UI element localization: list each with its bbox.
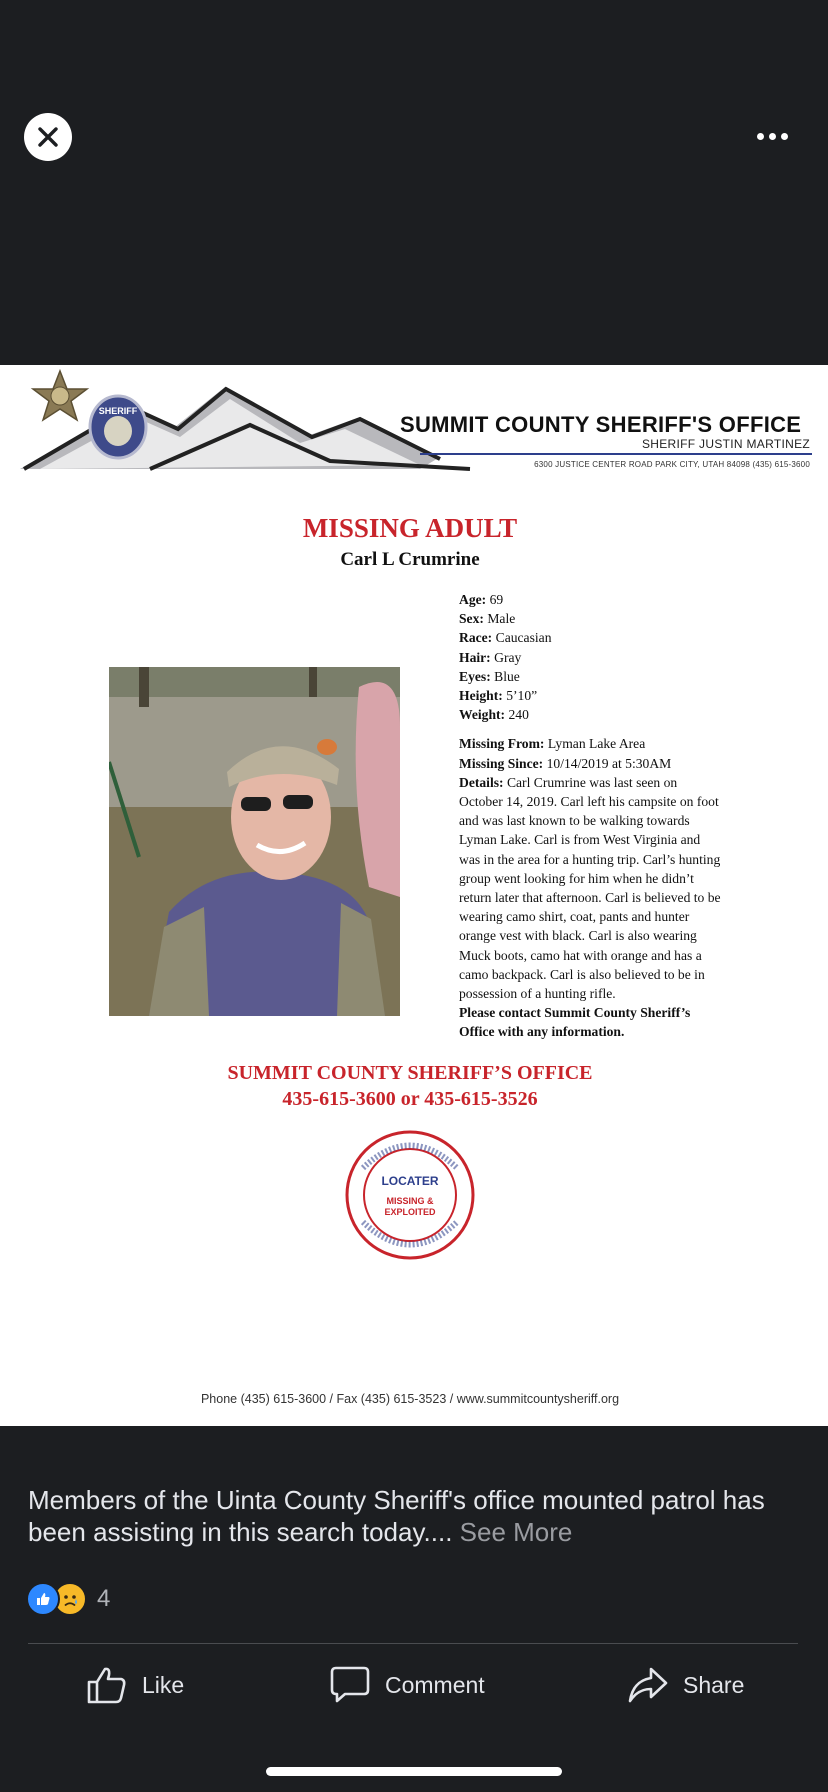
more-options-icon xyxy=(769,133,776,140)
header-org: SUMMIT COUNTY SHERIFF'S OFFICE xyxy=(400,412,802,437)
comment-button[interactable] xyxy=(329,1662,485,1708)
more-options-icon xyxy=(757,133,764,140)
svg-text:EXPLOITED: EXPLOITED xyxy=(384,1207,436,1217)
header-divider xyxy=(420,453,812,455)
like-icon xyxy=(86,1665,128,1705)
more-options-button[interactable] xyxy=(752,120,792,152)
office-name: SUMMIT COUNTY SHERIFF’S OFFICE xyxy=(227,1062,593,1084)
close-icon xyxy=(37,126,59,148)
office-phones: 435-615-3600 or 435-615-3526 xyxy=(282,1088,538,1110)
action-divider xyxy=(28,1643,798,1644)
stat-row: Height: 5’10” xyxy=(459,688,538,704)
comment-icon xyxy=(329,1665,371,1705)
home-indicator[interactable] xyxy=(266,1767,562,1776)
svg-text:LOCATER: LOCATER xyxy=(381,1174,439,1188)
stat-row: Race: Caucasian xyxy=(459,630,552,646)
badge-text: SHERIFF xyxy=(98,406,138,416)
close-button[interactable] xyxy=(24,113,72,161)
poster-title: MISSING ADULT xyxy=(302,513,518,543)
stat-row: Weight: 240 xyxy=(459,707,529,723)
missing-from: Missing From: Lyman Lake Area xyxy=(459,736,646,752)
like-button[interactable] xyxy=(86,1662,184,1708)
svg-text:MISSING &: MISSING & xyxy=(386,1196,434,1206)
missing-person-details xyxy=(459,590,721,1042)
stat-row: Age: 69 xyxy=(459,592,504,607)
details-paragraph: Details: Carl Crumrine was last seen on October 14, 2019. Carl left his campsite on foot and was last known to be walking towards Lyman Lake. Carl is from West Virginia and was in the area for a hunting trip. Carl’s hunting group went looking for him when he didn’t return later that afternoon. Carl is believed to be wearing camo shirt, coat, pants and hunter orange vest with black. Carl is also wearing Muck boots, camo hat with orange and has a camo backpack. Carl is also believed to be in possession of a hunting rifle. xyxy=(459,774,721,1002)
missing-person-name: Carl L Crumrine xyxy=(340,549,480,570)
missing-since: Missing Since: 10/14/2019 at 5:30AM xyxy=(459,755,672,771)
contact-note: Please contact Summit County Sheriff’s Office with any information. xyxy=(459,1005,691,1040)
see-more-link[interactable]: See More xyxy=(459,1517,573,1547)
reaction-count: 4 xyxy=(97,1585,111,1612)
missing-person-photo xyxy=(109,667,400,1016)
share-button[interactable] xyxy=(627,1662,744,1708)
post-caption-text: Members of the Uinta County Sheriff's office mounted patrol has been assisting in this search today.... xyxy=(28,1485,765,1547)
header-sheriff: SHERIFF JUSTIN MARTINEZ xyxy=(641,437,810,451)
locater-seal-logo xyxy=(343,1128,477,1262)
share-icon xyxy=(627,1665,669,1705)
header-address: 6300 JUSTICE CENTER ROAD PARK CITY, UTAH 84098 (435) 615-3600 xyxy=(534,460,810,469)
poster-footer: Phone (435) 615-3600 / Fax (435) 615-3523 / www.summitcountysheriff.org xyxy=(200,1392,620,1406)
stat-row: Eyes: Blue xyxy=(459,668,520,684)
share-label: Share xyxy=(683,1671,745,1698)
comment-label: Comment xyxy=(385,1671,485,1698)
more-options-icon xyxy=(781,133,788,140)
stat-row: Sex: Male xyxy=(459,611,516,627)
post-caption xyxy=(28,1484,808,1548)
like-label: Like xyxy=(142,1671,185,1698)
reaction-summary[interactable] xyxy=(26,1582,110,1616)
post-photo[interactable] xyxy=(0,365,828,1426)
stat-row: Hair: Gray xyxy=(459,649,522,665)
like-reaction-icon xyxy=(26,1582,60,1616)
